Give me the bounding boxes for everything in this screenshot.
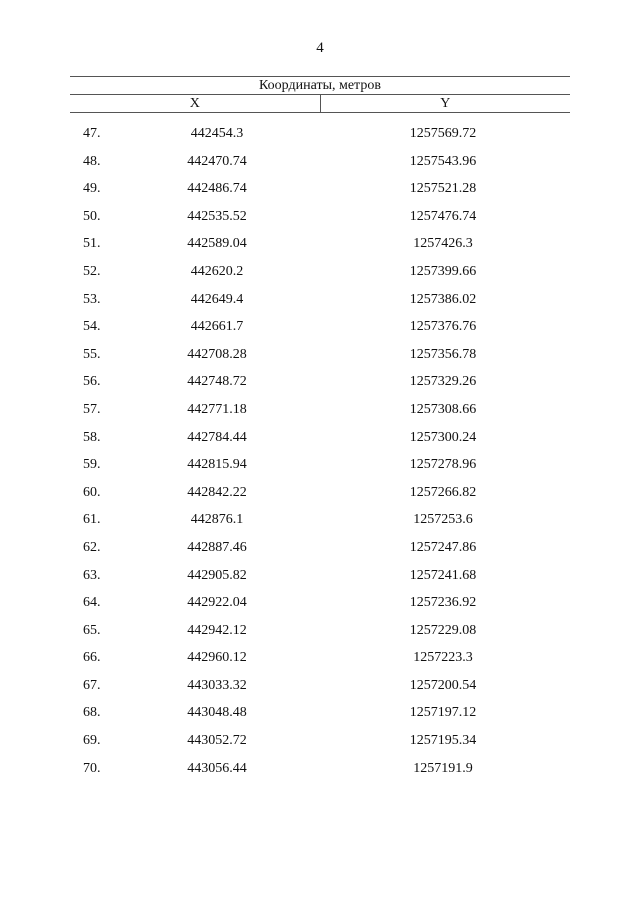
- row-number: 60.: [83, 484, 101, 500]
- x-coordinate: 442784.44: [187, 429, 247, 445]
- coordinate-rows: [70, 120, 570, 782]
- table-row: [70, 727, 570, 755]
- y-coordinate: 1257300.24: [409, 429, 477, 445]
- y-coordinate: 1257569.72: [409, 126, 477, 141]
- x-coordinate: 443033.32: [187, 677, 247, 693]
- table-row: [70, 230, 570, 258]
- y-coordinate: 1257223.3: [413, 650, 473, 666]
- y-coordinate: 1257200.54: [409, 677, 477, 693]
- x-coordinate: 442486.74: [187, 181, 247, 197]
- row-number: 68.: [83, 705, 101, 721]
- y-coordinate: 1257278.96: [409, 457, 477, 473]
- table-row: [70, 562, 570, 590]
- x-coordinate: 442620.2: [190, 263, 244, 279]
- row-number: 53.: [83, 291, 101, 307]
- y-coordinate: 1257376.76: [409, 319, 477, 335]
- y-coordinate: 1257266.82: [409, 484, 477, 500]
- table-row: [70, 313, 570, 341]
- row-number: 50.: [83, 208, 101, 224]
- table-row: [70, 672, 570, 700]
- table-title: Координаты, метров: [259, 78, 381, 93]
- column-headers: [70, 95, 570, 112]
- x-coordinate: 442876.1: [190, 512, 244, 528]
- x-coordinate: 442771.18: [187, 401, 247, 417]
- row-number: 69.: [83, 733, 101, 749]
- y-coordinate: 1257195.34: [409, 733, 477, 749]
- row-number: 62.: [83, 539, 101, 555]
- row-number: 61.: [83, 512, 101, 528]
- x-coordinate: 442815.94: [187, 457, 247, 473]
- x-coordinate: 443048.48: [187, 705, 247, 721]
- table-row: [70, 479, 570, 507]
- x-coordinate: 442887.46: [187, 539, 247, 555]
- row-number: 58.: [83, 429, 101, 445]
- row-number: 56.: [83, 374, 101, 390]
- table-row: [70, 368, 570, 396]
- x-coordinate: 442922.04: [187, 595, 247, 611]
- x-coordinate: 442661.7: [190, 319, 244, 335]
- y-coordinate: 1257543.96: [409, 153, 477, 169]
- table-row: [70, 589, 570, 617]
- table-row: [70, 286, 570, 314]
- table-row: [70, 506, 570, 534]
- table-row: [70, 617, 570, 645]
- row-number: 51.: [83, 236, 101, 252]
- y-coordinate: 1257253.6: [413, 512, 473, 528]
- x-coordinate: 442589.04: [187, 236, 247, 252]
- y-coordinate: 1257241.68: [409, 567, 477, 583]
- y-coordinate: 1257236.92: [409, 595, 477, 611]
- x-coordinate: 442942.12: [187, 622, 247, 638]
- table-row: [70, 258, 570, 286]
- table-row: [70, 148, 570, 176]
- x-coordinate: 442842.22: [187, 484, 247, 500]
- header-bottom-rule: [70, 112, 570, 113]
- table-row: [70, 534, 570, 562]
- y-coordinate: 1257476.74: [409, 208, 477, 224]
- row-number: 54.: [83, 319, 101, 335]
- table-row: [70, 699, 570, 727]
- x-coordinate: 442960.12: [187, 650, 247, 666]
- y-coordinate: 1257399.66: [409, 263, 477, 279]
- table-row: [70, 424, 570, 452]
- y-coordinate: 1257356.78: [409, 346, 477, 362]
- column-header-y: Y: [440, 96, 451, 111]
- y-coordinate: 1257521.28: [409, 181, 477, 197]
- x-coordinate: 443056.44: [187, 760, 247, 776]
- x-coordinate: 442649.4: [190, 291, 244, 307]
- table-row: [70, 451, 570, 479]
- row-number: 55.: [83, 346, 101, 362]
- x-coordinate: 442535.52: [187, 208, 247, 224]
- x-coordinate: 442748.72: [187, 374, 247, 390]
- y-coordinate: 1257386.02: [409, 291, 477, 307]
- table-row: [70, 341, 570, 369]
- y-coordinate: 1257308.66: [409, 401, 477, 417]
- table-row: [70, 120, 570, 148]
- x-coordinate: 442454.3: [190, 126, 244, 141]
- row-number: 65.: [83, 622, 101, 638]
- column-header-x: X: [70, 95, 321, 112]
- row-number: 47.: [83, 126, 101, 141]
- table-row: [70, 203, 570, 231]
- x-coordinate: 443052.72: [187, 733, 247, 749]
- y-coordinate: 1257426.3: [413, 236, 473, 252]
- y-coordinate: 1257197.12: [409, 705, 477, 721]
- y-coordinate: 1257191.9: [413, 760, 473, 776]
- row-number: 64.: [83, 595, 101, 611]
- page-number: 4: [316, 40, 324, 56]
- row-number: 66.: [83, 650, 101, 666]
- row-number: 59.: [83, 457, 101, 473]
- row-number: 70.: [83, 760, 101, 776]
- table-row: [70, 175, 570, 203]
- row-number: 48.: [83, 153, 101, 169]
- row-number: 67.: [83, 677, 101, 693]
- row-number: 49.: [83, 181, 101, 197]
- y-coordinate: 1257247.86: [409, 539, 477, 555]
- y-coordinate: 1257329.26: [409, 374, 477, 390]
- row-number: 63.: [83, 567, 101, 583]
- table-row: [70, 396, 570, 424]
- table-header: [70, 76, 570, 113]
- table-row: [70, 755, 570, 783]
- x-coordinate: 442708.28: [187, 346, 247, 362]
- row-number: 57.: [83, 401, 101, 417]
- x-coordinate: 442470.74: [187, 153, 247, 169]
- y-coordinate: 1257229.08: [409, 622, 477, 638]
- row-number: 52.: [83, 263, 101, 279]
- table-row: [70, 644, 570, 672]
- x-coordinate: 442905.82: [187, 567, 247, 583]
